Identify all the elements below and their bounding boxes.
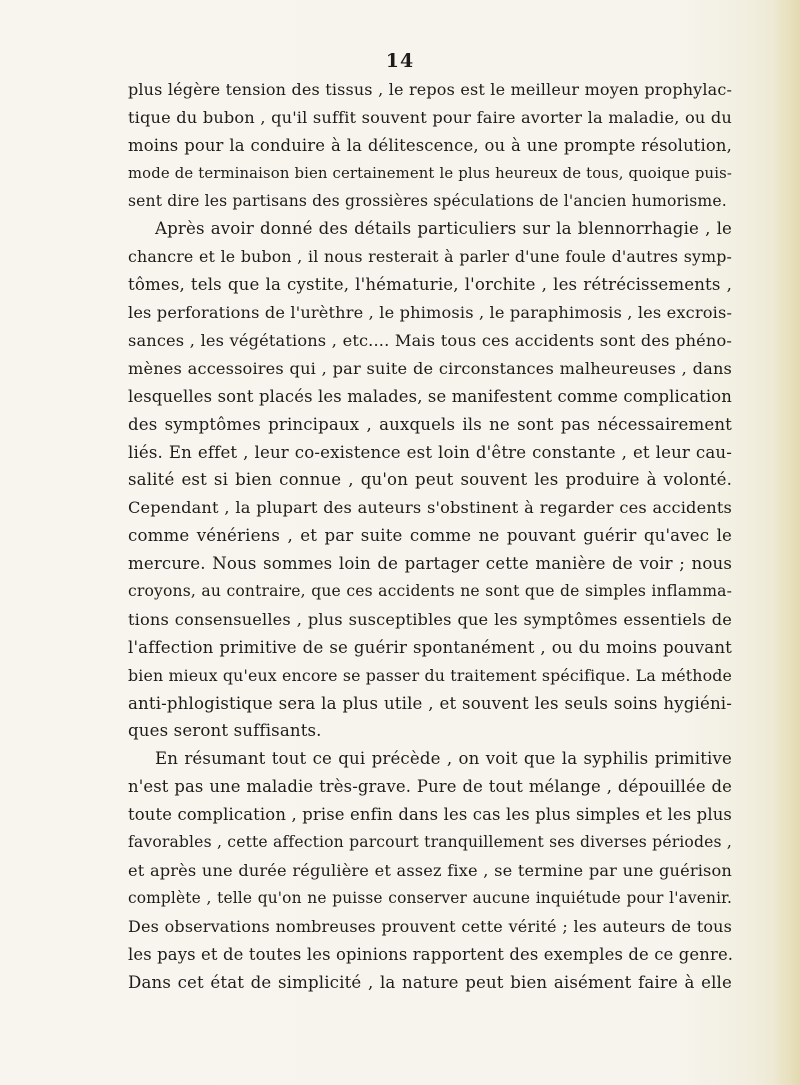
text-line: croyons, au contraire, que ces accidents ne sont que de simples inflamma- [128, 582, 732, 601]
text-line: mènes accessoires qui , par suite de circonstances malheureuses , dans [128, 358, 732, 378]
paragraph [128, 215, 732, 745]
text-line: Cependant , la plupart des auteurs s'obstinent à regarder ces accidents [128, 498, 732, 518]
text-line: plus légère tension des tissus , le repos est le meilleur moyen prophylac- [128, 80, 732, 99]
page-number: 14 [385, 50, 415, 72]
text-line: salité est si bien connue , qu'on peut souvent les produire à volonté. [128, 470, 732, 490]
text-line: l'affection primitive de se guérir spontanément , ou du moins pouvant [128, 637, 732, 657]
text-line: Dans cet état de simplicité , la nature peut bien aisément faire à elle [128, 972, 732, 992]
text-line: bien mieux qu'eux encore se passer du traitement spécifique. La méthode [128, 665, 732, 685]
text-line: chancre et le bubon , il nous resterait à parler d'une foule d'autres symp- [128, 247, 732, 267]
text-line: des symptômes principaux , auxquels ils ne sont pas nécessairement [128, 414, 732, 434]
text-line: les pays et de toutes les opinions rapportent des exemples de ce genre. [128, 944, 734, 964]
text-line: n'est pas une maladie très-grave. Pure de tout mélange , dépouillée de [128, 777, 732, 797]
text-line: mercure. Nous sommes loin de partager cette manière de voir ; nous [128, 554, 732, 574]
text-line: mode de terminaison bien certainement le plus heureux de tous, quoique puis- [128, 164, 732, 182]
text-line: ques seront suffisants. [128, 721, 322, 741]
text-line: liés. En effet , leur co-existence est loin d'être constante , et leur cau- [128, 442, 732, 462]
text-line: tômes, tels que la cystite, l'hématurie, l'orchite , les rétrécissements , [128, 275, 732, 295]
text-line: Après avoir donné des détails particuliers sur la blennorrhagie , le [155, 219, 732, 239]
text-line: tique du bubon , qu'il suffit souvent pour faire avorter la maladie, ou du [128, 107, 732, 127]
text-line: sent dire les partisans des grossières spéculations de l'ancien humorisme. [128, 191, 727, 210]
text-line: sances , les végétations , etc.... Mais tous ces accidents sont des phéno- [128, 331, 732, 351]
text-line: tions consensuelles , plus susceptibles que les symptômes essentiels de [128, 609, 732, 629]
text-line: Des observations nombreuses prouvent cette vérité ; les auteurs de tous [128, 916, 732, 936]
text-line: anti-phlogistique sera la plus utile , et souvent les seuls soins hygiéni- [128, 693, 732, 713]
paragraph [128, 76, 732, 215]
text-line: En résumant tout ce qui précède , on voit que la syphilis primitive [155, 749, 732, 769]
paragraph [128, 745, 732, 996]
text-line: favorables , cette affection parcourt tranquillement ses diverses périodes , [128, 833, 732, 852]
text-line: les perforations de l'urèthre , le phimosis , le paraphimosis , les excrois- [128, 303, 733, 323]
body-text [128, 76, 732, 996]
text-line: comme vénériens , et par suite comme ne pouvant guérir qu'avec le [128, 526, 732, 546]
text-line: moins pour la conduire à la délitescence, ou à une prompte résolution, [128, 135, 732, 155]
text-line: lesquelles sont placés les malades, se manifestent comme complication [128, 386, 732, 406]
text-line: et après une durée régulière et assez fixe , se termine par une guérison [128, 860, 732, 880]
page-spine-shadow [774, 0, 800, 1085]
text-line: toute complication , prise enfin dans les cas les plus simples et les plus [128, 805, 732, 825]
text-line: complète , telle qu'on ne puisse conserver aucune inquiétude pour l'avenir. [128, 888, 732, 907]
